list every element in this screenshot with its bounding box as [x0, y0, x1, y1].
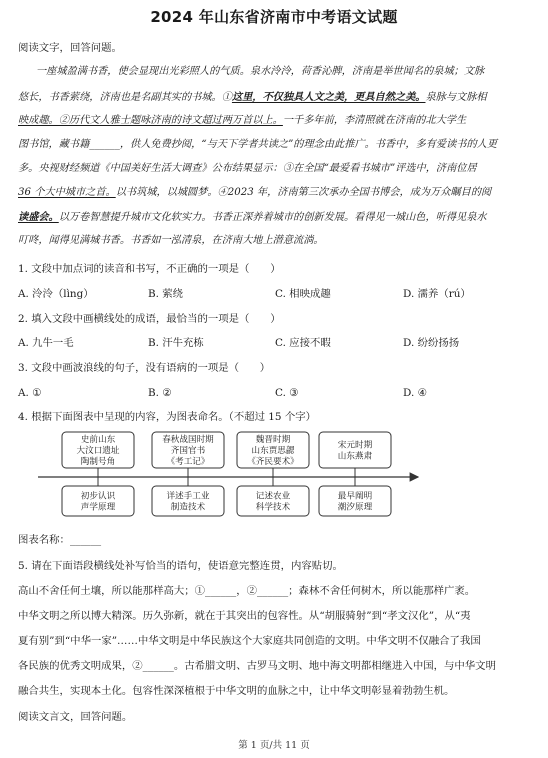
timeline-bottom-box-4 [319, 486, 391, 516]
wavy-sentence-1: 这里，不仅独具人文之美，更具自然之美。 [231, 91, 426, 103]
q1-option-c[interactable]: C. 相映成趣 [275, 288, 331, 300]
timeline-top-box-text: 齐国官书 [170, 446, 206, 456]
timeline-diagram [0, 430, 548, 526]
timeline-bottom-box-text: 潮汐原理 [337, 502, 373, 513]
timeline-top-box-1 [62, 432, 134, 468]
timeline-top-box-text: 山东燕肃 [337, 451, 373, 462]
timeline-top-box-text: 春秋战国时期 [162, 435, 214, 445]
q2-option-c[interactable]: C. 应接不暇 [275, 337, 331, 349]
passage-line-5: 多。央视财经频道《中国美好生活大调查》公布结果显示：③在全国“最爱看书城市”评选中，济南位居 [18, 163, 477, 174]
passage-line-4: 图书馆，藏书籍______，供人免费抄阅，“与天下学者共读之”的理念由此推广。书香中，多有爱读书的人更 [18, 139, 498, 150]
timeline-top-box-text: 《考工记》 [166, 457, 210, 467]
page-title: 2024 年山东省济南市中考语文试题 [150, 8, 398, 26]
timeline-top-box-text: 宋元时期 [337, 440, 373, 451]
timeline-bottom-box-2 [152, 486, 224, 516]
passage-line-7 [18, 210, 534, 225]
next-section-instruction: 阅读文言文，回答问题。 [18, 711, 133, 723]
passage-line-7-end: 以万卷智慧提升城市文化软实力。书香正深养着城市的创新发展。看得见一城山色，听得见泉水 [58, 212, 487, 223]
passage-line-2 [18, 90, 534, 105]
q3-option-a[interactable]: A. ① [18, 387, 42, 399]
question-4-stem: 4. 根据下面图表中呈现的内容，为图表命名。（不超过 15 个字） [18, 411, 316, 423]
passage-line-8: 叮咚，闻得见满城书香。书香如一泓清泉，在济南大地上潜意流淌。 [18, 235, 324, 246]
q5-line-3: 夏有别”到“中华一家”……中华文明是中华民族这个大家庭共同创造的文明。中华文明不仅融合了我国 [18, 635, 481, 647]
timeline-bottom-box-1 [62, 486, 134, 516]
timeline-top-box-text: 大汶口遗址 [76, 446, 120, 456]
wavy-sentence-3-end: 36 个大中城市之首。 [18, 187, 116, 198]
timeline-bottom-box-text: 记述农业 [255, 491, 291, 502]
timeline-bottom-box-text: 最早阐明 [337, 491, 373, 502]
timeline-bottom-box-text: 制造技术 [170, 502, 206, 513]
wavy-sentence-4-end: 读盛会。 [18, 211, 59, 223]
timeline-top-box-text: 史前山东 [80, 435, 116, 445]
q5-line-4: 各民族的优秀文明成果，②______。古希腊文明、古罗马文明、地中海文明都相继进入中国，与中华文明 [18, 660, 496, 672]
passage-line-3-end: 一千多年前，李清照就在济南的北大学生 [282, 115, 467, 126]
timeline-top-box-text: 《齐民要术》 [247, 457, 299, 467]
timeline-top-box-text: 魏晋时期 [255, 435, 291, 445]
passage-line-2-start: 悠长，书香萦绕，济南也是名副其实的书城。① [18, 92, 232, 103]
q2-option-d[interactable]: D. 纷纷扬扬 [403, 337, 460, 349]
passage-line-2-end: 泉脉与文脉相 [425, 92, 487, 103]
q3-option-d[interactable]: D. ④ [403, 387, 427, 399]
timeline-bottom-box-text: 初步认识 [80, 491, 116, 502]
q5-line-5: 融合共生，实现本土化。包容性深深植根于中华文明的血脉之中，让中华文明彰显着勃勃生机。 [18, 685, 455, 697]
q2-option-a[interactable]: A. 九牛一毛 [18, 337, 74, 349]
chart-name-answer[interactable]: 图表名称：______ [18, 534, 102, 546]
q5-line-2: 中华文明之所以博大精深。历久弥新，就在于其突出的包容性。从“胡服骑射”到“孝文汉化”，从“夷 [18, 610, 471, 622]
timeline-bottom-box-3 [237, 486, 309, 516]
passage-line-6-end: 以书筑城，以城圆梦。④2023 年，济南第三次承办全国书博会，成为万众瞩目的阅 [115, 187, 492, 198]
reading-instruction: 阅读文字，回答问题。 [18, 42, 122, 54]
q1-option-b[interactable]: B. 萦绕 [148, 288, 184, 300]
question-3-stem: 3. 文段中画波浪线的句子，没有语病的一项是（ ） [18, 362, 271, 374]
wavy-sentence-2: 映成趣。②历代文人雅士题咏济南的诗文超过两万首以上。 [18, 115, 283, 126]
timeline-top-box-text: 陶制号角 [80, 457, 116, 467]
timeline-top-box-text: 山东贾思勰 [251, 446, 295, 456]
passage-line-1: 一座城盈满书香，使会显现出光彩照人的气质。泉水泠泠，荷香沁脾，济南是举世闻名的泉城；文脉 [36, 66, 485, 77]
q5-line-1: 高山不舍任何土壤，所以能那样高大；①______，②______；森林不舍任何树木，所以能那样广袤。 [18, 585, 476, 597]
timeline-top-box-4 [319, 432, 391, 468]
timeline-bottom-box-text: 详述手工业 [166, 491, 210, 502]
q3-option-c[interactable]: C. ③ [275, 387, 299, 399]
page-footer: 第 1 页/共 11 页 [238, 740, 310, 751]
timeline-bottom-box-text: 科学技术 [255, 502, 291, 513]
question-2-stem: 2. 填入文段中画横线处的成语，最恰当的一项是（ ） [18, 313, 281, 325]
question-1-stem: 1. 文段中加点词的读音和书写，不正确的一项是（ ） [18, 263, 281, 275]
q3-option-b[interactable]: B. ② [148, 387, 172, 399]
q1-option-d[interactable]: D. 濡养（rú） [403, 288, 471, 300]
passage-line-3 [18, 114, 534, 128]
timeline-top-box-3 [237, 432, 309, 468]
q2-option-b[interactable]: B. 汗牛充栋 [148, 337, 204, 349]
timeline-top-box-2 [152, 432, 224, 468]
passage-line-6 [18, 186, 534, 200]
timeline-bottom-box-text: 声学原理 [80, 502, 116, 513]
question-5-stem: 5. 请在下面语段横线处补写恰当的语句，使语意完整连贯，内容贴切。 [18, 560, 343, 572]
q1-option-a[interactable]: A. 泠泠（lìng） [18, 288, 94, 300]
